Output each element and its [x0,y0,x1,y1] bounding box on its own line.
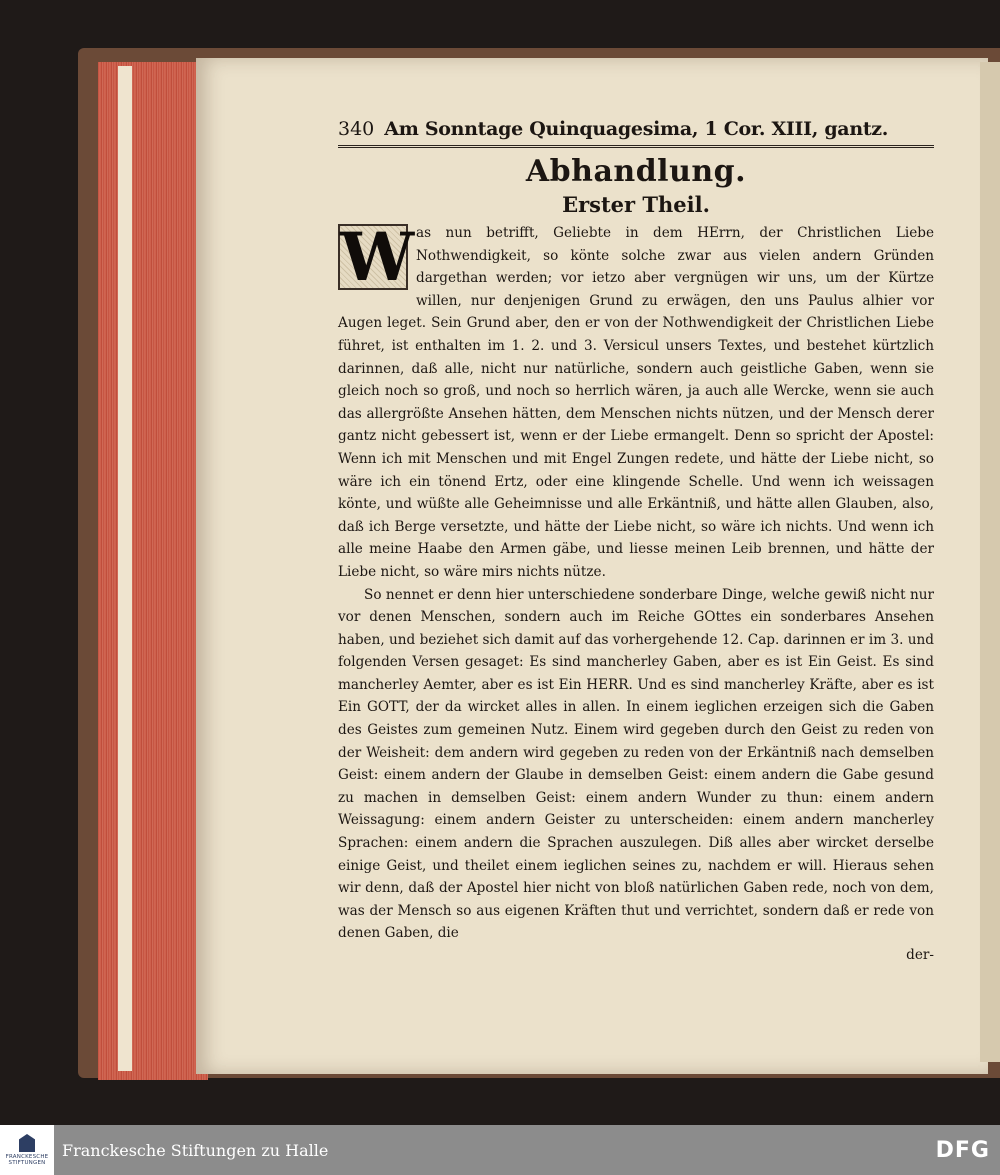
paragraph-2: So nennet er denn hier unterschiedene sonderbare Dinge, welche gewiß nicht nur vor denen Menschen, sondern auch im Reiche GOttes ein sonderbares Ansehen haben, und beziehet sich damit auf das vorhergehende 12. Cap. darinnen er im 3. und folgenden Versen gesaget: Es sind mancherley Gaben, aber es ist Ein Geist. Es sind mancherley Aemter, aber es ist Ein HERR. Und es sind mancherley Kräfte, aber es ist Ein GOTT, der da wircket alles in allen. In einem ieglichen erzeigen sich die Gaben des Geistes zum gemeinen Nutz. Einem wird gegeben durch den Geist zu reden von der Weisheit: dem andern wird gegeben zu reden von der Erkäntniß nach demselben Geist: einem andern der Glaube in demselben Geist: einem andern die Gabe gesund zu machen in demselben Geist: einem andern Wunder zu thun: einem andern Weissagung: einem andern Geister zu unterscheiden: einem andern mancherley Sprachen: einem andern die Sprachen auszulegen. Diß alles aber wircket derselbe einige Geist, und theilet einem ieglichen seines zu, nachdem er will. Hieraus sehen wir denn, daß der Apostel hier nicht von bloß natürlichen Gaben rede, noch von dem, was der Mensch so aus eigenen Kräften thut und verrichtet, sondern daß er rede von denen Gaben, die [338,586,934,942]
page-text-block [338,116,934,965]
paragraph-1 [338,218,934,584]
paragraph-1-text: as nun betrifft, Geliebte in dem HErrn, der Christlichen Liebe Nothwendigkeit, so könte solche zwar aus vielen andern Gründen dargethan werden; vor ietzo aber vergnügen wir uns, um der Kürtze willen, nur denjenigen Grund zu erwägen, den uns Paulus alhier vor Augen leget. Sein Grund aber, den er von der Nothwendigkeit der Christlichen Liebe führet, ist enthalten im 1. 2. und 3. Versicul unsers Textes, und bestehet kürtzlich darinnen, daß alle, nicht nur natürliche, sondern auch geistliche Gaben, wenn sie gleich noch so groß, und noch so herrlich wären, ja auch alle Wercke, wenn sie auch das allergrößte Ansehen hätten, dem Menschen nichts nützen, und der Mensch derer gantz nicht gebessert ist, wenn er der Liebe ermangelt. Denn so spricht der Apostel: Wenn ich mit Menschen und mit Engel Zungen redete, und hätte der Liebe nicht, so wäre ich ein tönend Ertz, oder eine klingende Schelle. Und wenn ich weissagen könte, und wüßte alle Geheimnisse und alle Erkäntniß, und hätte allen Glauben, also, daß ich Berge versetzte, und hätte der Liebe nicht, so wäre ich nichts. Und wenn ich alle meine Haabe den Armen gäbe, und liesse meinen Leib brennen, und hätte der Liebe nicht, so wäre mirs nichts nütze. [338,225,934,580]
running-head [338,116,934,148]
section-subheading: Erster Theil. [562,192,710,217]
logo-label: FRANCKESCHE STIFTUNGEN [5,1154,49,1166]
viewer-footer [0,1125,1000,1175]
body-text [338,218,934,945]
drop-cap-initial: W [340,218,415,296]
dfg-logo[interactable]: DFG [935,1137,990,1163]
page-edges [98,62,208,1080]
page-edges-inner [118,66,132,1071]
facing-page-edge [980,62,1000,1062]
institution-name[interactable]: Franckesche Stiftungen zu Halle [62,1140,329,1160]
page-number: 340 [338,118,375,140]
section-heading: Abhandlung. [525,154,747,189]
franckesche-logo[interactable] [0,1125,54,1175]
institution-emblem-icon [19,1134,35,1152]
running-head-title: Am Sonntage Quinquagesima, 1 Cor. XIII, gantz. [384,118,889,140]
catchword: der- [906,947,934,963]
